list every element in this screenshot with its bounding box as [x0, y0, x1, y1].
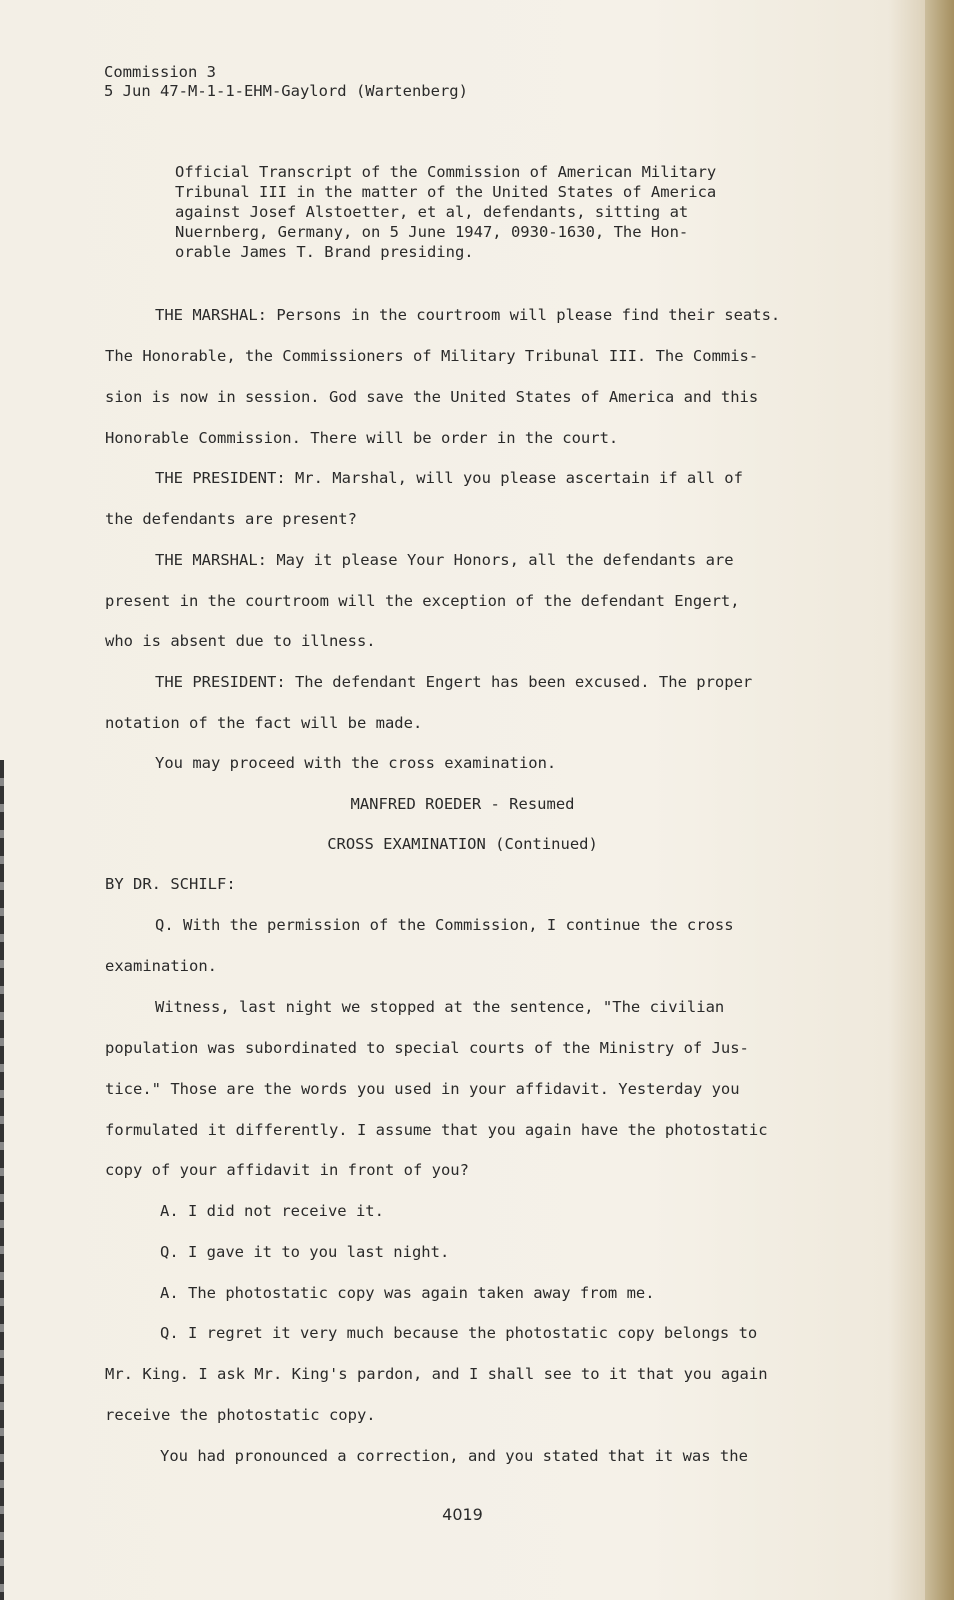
body-line: A. The photostatic copy was again taken away from me.	[160, 1284, 655, 1302]
body-line: THE PRESIDENT: Mr. Marshal, will you please ascertain if all of	[155, 469, 743, 487]
page-number: 4019	[442, 1505, 483, 1524]
body-line: Mr. King. I ask Mr. King's pardon, and I shall see to it that you again	[105, 1365, 768, 1383]
body-line: You had pronounced a correction, and you stated that it was the	[160, 1447, 748, 1465]
body-line: BY DR. SCHILF:	[105, 875, 236, 893]
body-line: receive the photostatic copy.	[105, 1406, 376, 1424]
body-line: Q. With the permission of the Commission, I continue the cross	[155, 916, 734, 934]
caption-line: orable James T. Brand presiding.	[175, 243, 474, 261]
caption-line: against Josef Alstoetter, et al, defendants, sitting at	[175, 203, 689, 221]
body-line: Honorable Commission. There will be order in the court.	[105, 429, 619, 447]
body-line: copy of your affidavit in front of you?	[105, 1161, 469, 1179]
caption-line: Official Transcript of the Commission of American Military	[175, 163, 717, 181]
body-line: THE PRESIDENT: The defendant Engert has been excused. The proper	[155, 673, 753, 691]
body-line: formulated it differently. I assume that you again have the photostatic	[105, 1121, 768, 1139]
body-line: sion is now in session. God save the United States of America and this	[105, 388, 759, 406]
body-line: who is absent due to illness.	[105, 632, 376, 650]
body-line: Q. I gave it to you last night.	[160, 1243, 450, 1261]
caption-line: Tribunal III in the matter of the United States of America	[175, 183, 717, 201]
body-line: the defendants are present?	[105, 510, 357, 528]
body-line: Q. I regret it very much because the photostatic copy belongs to	[160, 1324, 758, 1342]
header-commission: Commission 3	[104, 63, 216, 81]
body-line: THE MARSHAL: Persons in the courtroom will please find their seats.	[155, 306, 781, 324]
witness-heading: MANFRED ROEDER - Resumed	[350, 795, 575, 813]
header-reference: 5 Jun 47-M-1-1-EHM-Gaylord (Wartenberg)	[104, 82, 468, 100]
body-line: A. I did not receive it.	[160, 1202, 384, 1220]
page-edge	[925, 0, 954, 1600]
caption-line: Nuernberg, Germany, on 5 June 1947, 0930-1630, The Hon-	[175, 223, 689, 241]
body-line: You may proceed with the cross examination.	[155, 754, 557, 772]
body-line: population was subordinated to special courts of the Ministry of Jus-	[105, 1039, 749, 1057]
section-heading: CROSS EXAMINATION (Continued)	[327, 835, 598, 853]
body-line: present in the courtroom will the exception of the defendant Engert,	[105, 592, 740, 610]
body-line: THE MARSHAL: May it please Your Honors, all the defendants are	[155, 551, 734, 569]
body-line: Witness, last night we stopped at the sentence, "The civilian	[155, 998, 725, 1016]
body-line: The Honorable, the Commissioners of Military Tribunal III. The Commis-	[105, 347, 759, 365]
body-line: tice." Those are the words you used in your affidavit. Yesterday you	[105, 1080, 740, 1098]
binding-marks	[0, 760, 4, 1600]
body-line: notation of the fact will be made.	[105, 714, 423, 732]
body-line: examination.	[105, 957, 217, 975]
